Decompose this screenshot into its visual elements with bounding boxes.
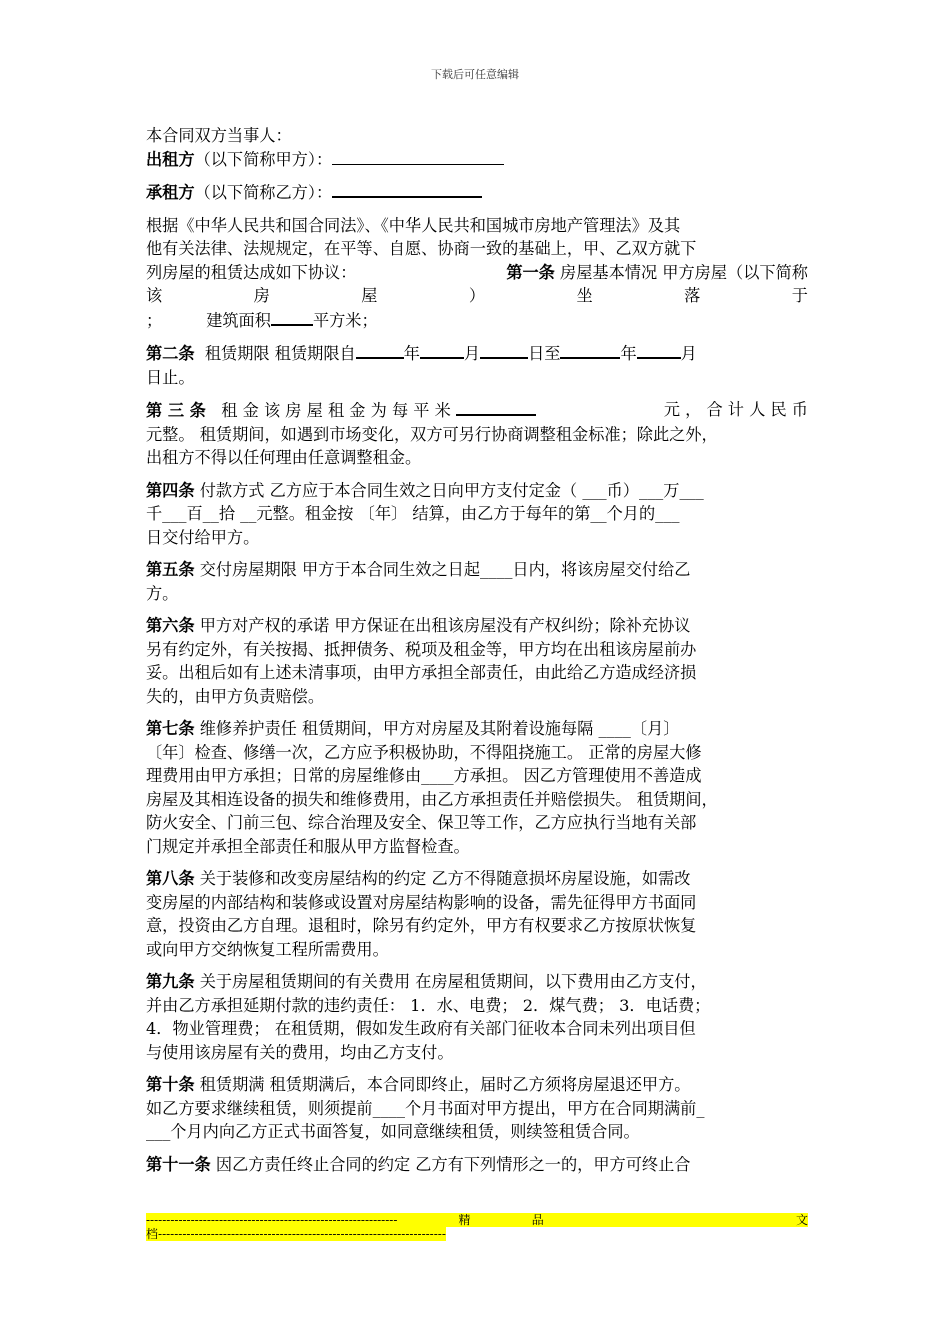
day-to-label: 日至 [528, 344, 561, 363]
article-6-line-2: 另有约定外，有关按揭、抵押债务、税项及租金等，甲方均在出租该房屋前办 [146, 639, 697, 659]
area-blank [271, 308, 313, 326]
article-6-line-1 [146, 614, 808, 638]
footer-char-1: 精 [458, 1213, 471, 1227]
loc-char-5: 坐 [576, 286, 593, 305]
footer-dashes-2: ----------------------------------------------------------------------- [158, 1227, 446, 1241]
article-4 [146, 479, 808, 550]
article-7-line-2: 〔年〕检查、修缮一次，乙方应予积极协助，不得阻挠施工。 正常的房屋大修 [146, 742, 702, 762]
lessor-label: 出租方 [146, 149, 195, 169]
lessor-blank [332, 148, 504, 165]
article-4-line-1 [146, 479, 808, 503]
article-1-area-line [146, 308, 808, 333]
article-7-line-4: 房屋及其相连设备的损失和维修费用，由乙方承担责任并赔偿损失。 租赁期间， [146, 789, 718, 809]
article-1-text: 房屋基本情况 甲方房屋（以下简称 [560, 262, 808, 282]
article-7 [146, 717, 808, 858]
article-10-line-1 [146, 1073, 808, 1097]
article-8-line-1 [146, 867, 808, 891]
article-3-line-1 [146, 398, 808, 423]
lessee-label: 承租方 [146, 183, 195, 202]
article-2-line-1 [146, 341, 808, 366]
year-label: 年 [403, 344, 420, 363]
article-6-text: 甲方对产权的承诺 甲方保证在出租该房屋没有产权纠纷；除补充协议 [199, 616, 691, 635]
article-3-title: 第 三 条 [146, 401, 206, 420]
month-label-2: 月 [680, 344, 697, 363]
article-2 [146, 341, 808, 389]
article-10-text: 租赁期满 租赁期满后，本合同即终止，届时乙方须将房屋退还甲方。 [199, 1075, 691, 1094]
preamble-line-3 [146, 261, 808, 285]
article-4-line-2: 千___百__拾 __元整。租金按 〔年〕 结算，由乙方于每年的第__个月的___ [146, 504, 680, 523]
footer-dashes-1: -------------------------------------------------------------- [146, 1213, 398, 1227]
lessor-suffix: （以下简称甲方）： [194, 149, 333, 169]
lessee-line [146, 180, 808, 205]
year-label-2: 年 [620, 344, 637, 363]
article-7-title: 第七条 [146, 719, 195, 738]
article-11-text: 因乙方责任终止合同的约定 乙方有下列情形之一的，甲方可终止合 [215, 1154, 691, 1174]
article-10 [146, 1073, 808, 1144]
month-label: 月 [463, 344, 481, 363]
article-1-title: 第一条 [506, 262, 555, 282]
intro-line: 本合同双方当事人： [146, 126, 292, 145]
article-7-text: 维修养护责任 租赁期间，甲方对房屋及其附着设施每隔 ____〔月〕 [199, 719, 680, 738]
rent-blank [456, 398, 536, 416]
article-10-line-2: 如乙方要求继续租赁，则须提前____个月书面对甲方提出，甲方在合同期满前_ [146, 1098, 705, 1118]
contract-body [146, 124, 808, 1185]
article-8-text: 关于装修和改变房屋结构的约定 乙方不得随意损坏房屋设施，如需改 [199, 869, 691, 888]
article-4-text: 付款方式 乙方应于本合同生效之日向甲方支付定金（ ___币）___万___ [199, 480, 704, 500]
article-11-title: 第十一条 [146, 1154, 211, 1174]
loc-char-7: 于 [791, 286, 808, 305]
lessee-blank [332, 180, 482, 198]
article-1-location-line [146, 284, 808, 308]
article-10-line-3: ___个月内向乙方正式书面答复，如同意继续租赁，则续签租赁合同。 [146, 1122, 640, 1141]
article-9-text: 关于房屋租赁期间的有关费用 在房屋租赁期间，以下费用由乙方支付， [199, 972, 707, 991]
article-4-line-3: 日交付给甲方。 [146, 527, 260, 547]
article-9-line-1 [146, 970, 808, 994]
article-4-title: 第四条 [146, 480, 195, 500]
loc-char-3: 屋 [361, 286, 378, 305]
area-unit: 平方米； [312, 310, 378, 330]
article-9-line-4: 与使用该房屋有关的费用，均由乙方支付。 [146, 1042, 454, 1062]
article-6-line-3: 妥。出租后如有上述未清事项，由甲方承担全部责任，由此给乙方造成经济损 [146, 663, 697, 682]
lessor-line [146, 148, 808, 172]
article-8-line-4: 或向甲方交纳恢复工程所需费用。 [146, 939, 389, 959]
article-2-title: 第二条 [146, 344, 195, 363]
start-day-blank [480, 341, 528, 359]
article-8-line-3: 意，投资由乙方自理。退租时，除另有约定外，甲方有权要求乙方按原状恢复 [146, 916, 697, 935]
article-9 [146, 970, 808, 1064]
preamble-line-2: 他有关法律、法规规定，在平等、自愿、协商一致的基础上，甲、乙双方就下 [146, 239, 697, 258]
article-5-line-1 [146, 558, 808, 582]
article-5-line-2: 方。 [146, 583, 179, 603]
article-5-title: 第五条 [146, 560, 195, 579]
article-8 [146, 867, 808, 961]
article-2-line-2: 日止。 [146, 367, 195, 387]
article-9-line-3: 4．物业管理费； 在租赁期，假如发生政府有关部门征收本合同未列出项目但 [146, 1019, 696, 1038]
article-10-title: 第十条 [146, 1075, 195, 1094]
article-6-line-4: 失的，由甲方负责赔偿。 [146, 686, 325, 706]
preamble-line-1: 根据《中华人民共和国合同法》、《中华人民共和国城市房地产管理法》及其 [146, 215, 681, 235]
article-3-line-3: 出租方不得以任何理由任意调整租金。 [146, 448, 422, 467]
lessee-suffix: （以下简称乙方）： [194, 183, 333, 202]
article-6 [146, 614, 808, 708]
loc-char-6: 落 [684, 286, 701, 305]
article-2-text: 租赁期限 租赁期限自 [204, 344, 356, 363]
footer-char-2: 品 [531, 1213, 544, 1227]
article-11 [146, 1153, 808, 1177]
preamble-line-3a: 列房屋的租赁达成如下协议： [146, 262, 357, 282]
article-3 [146, 398, 808, 470]
area-semicolon: ； [146, 310, 163, 330]
article-7-line-5: 防火安全、门前三包、综合治理及安全、保卫等工作，乙方应执行当地有关部 [146, 813, 697, 832]
article-11-line-1 [146, 1153, 808, 1177]
area-label: 建筑面积 [206, 310, 271, 330]
loc-char-1: 该 [146, 286, 163, 305]
article-3-total: 元 ， 合 计 人 民 币 [663, 400, 808, 419]
loc-char-4: ） [468, 286, 486, 305]
page-footer [146, 1213, 808, 1244]
article-3-text: 租 金 该 房 屋 租 金 为 每 平 米 [221, 401, 451, 420]
start-year-blank [356, 341, 404, 359]
article-5-text: 交付房屋期限 甲方于本合同生效之日起____日内，将该房屋交付给乙 [199, 560, 691, 579]
article-8-line-2: 变房屋的内部结构和装修或设置对房屋结构影响的设备，需先征得甲方书面同 [146, 892, 697, 912]
page-header: 下载后可任意编辑 [431, 68, 519, 81]
article-5 [146, 558, 808, 605]
article-3-line-2: 元整。 租赁期间，如遇到市场变化，双方可另行协商调整租金标准；除此之外， [146, 424, 718, 444]
article-7-line-3: 理费用由甲方承担；日常的房屋维修由____方承担。 因乙方管理使用不善造成 [146, 766, 702, 785]
footer-row-2 [146, 1227, 446, 1241]
article-7-line-1 [146, 717, 808, 741]
article-9-line-2: 并由乙方承担延期付款的违约责任： 1．水、电费； 2．煤气费； 3．电话费； [146, 995, 711, 1015]
footer-char-3: 文 [795, 1213, 808, 1227]
footer-row-1 [146, 1213, 808, 1227]
article-8-title: 第八条 [146, 869, 195, 888]
start-month-blank [420, 341, 464, 359]
preamble-paragraph [146, 214, 808, 333]
footer-char-4: 档 [146, 1227, 159, 1241]
loc-char-2: 房 [253, 286, 270, 305]
article-6-title: 第六条 [146, 616, 195, 635]
end-month-blank [637, 341, 681, 359]
article-9-title: 第九条 [146, 972, 195, 991]
end-year-blank [560, 341, 620, 359]
article-7-line-6: 门规定并承担全部责任和服从甲方监督检查。 [146, 836, 470, 856]
